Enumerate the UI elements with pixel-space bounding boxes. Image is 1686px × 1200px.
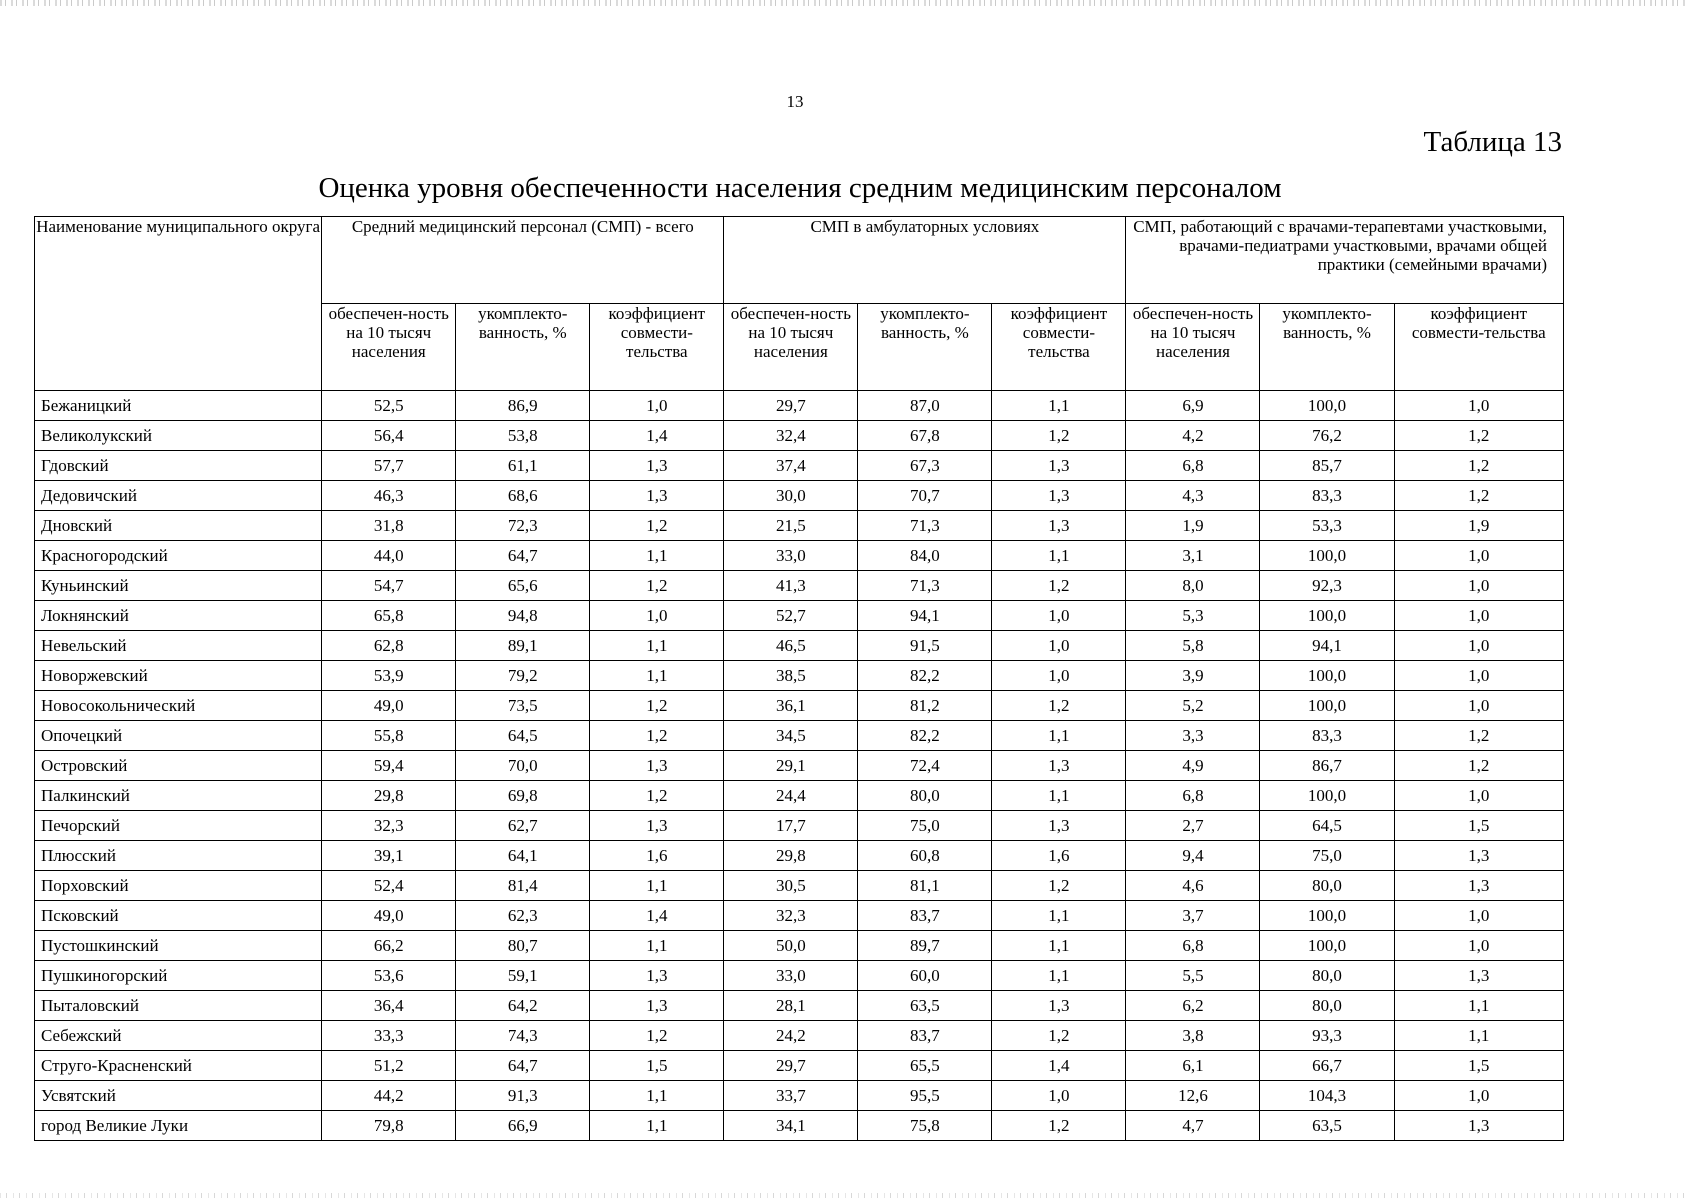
district-name-cell: Дновский — [35, 511, 322, 541]
value-cell: 52,7 — [724, 601, 858, 631]
value-cell: 82,2 — [858, 661, 992, 691]
table-row — [35, 871, 1564, 901]
value-cell: 82,2 — [858, 721, 992, 751]
column-header-sub: укомплекто-ванность, % — [1260, 304, 1394, 391]
value-cell: 92,3 — [1260, 571, 1394, 601]
value-cell: 6,8 — [1126, 931, 1260, 961]
table-row — [35, 811, 1564, 841]
value-cell: 104,3 — [1260, 1081, 1394, 1111]
value-cell: 1,4 — [590, 901, 724, 931]
value-cell: 66,2 — [322, 931, 456, 961]
value-cell: 53,6 — [322, 961, 456, 991]
value-cell: 9,4 — [1126, 841, 1260, 871]
value-cell: 54,7 — [322, 571, 456, 601]
value-cell: 1,1 — [992, 961, 1126, 991]
value-cell: 3,9 — [1126, 661, 1260, 691]
value-cell: 66,9 — [456, 1111, 590, 1141]
table-row — [35, 751, 1564, 781]
value-cell: 1,2 — [590, 691, 724, 721]
value-cell: 80,0 — [858, 781, 992, 811]
value-cell: 81,4 — [456, 871, 590, 901]
column-header-sub: коэффициент совмести-тельства — [590, 304, 724, 391]
table-row — [35, 931, 1564, 961]
value-cell: 53,8 — [456, 421, 590, 451]
value-cell: 46,3 — [322, 481, 456, 511]
value-cell: 64,5 — [1260, 811, 1394, 841]
value-cell: 32,4 — [724, 421, 858, 451]
value-cell: 24,4 — [724, 781, 858, 811]
value-cell: 75,0 — [1260, 841, 1394, 871]
value-cell: 1,3 — [1394, 841, 1563, 871]
value-cell: 1,1 — [992, 901, 1126, 931]
table-row — [35, 1051, 1564, 1081]
district-name-cell: Красногородский — [35, 541, 322, 571]
value-cell: 1,9 — [1126, 511, 1260, 541]
value-cell: 1,1 — [590, 631, 724, 661]
value-cell: 1,0 — [1394, 691, 1563, 721]
table-row — [35, 391, 1564, 421]
column-group-header: СМП, работающий с врачами-терапевтами участковыми, врачами-педиатрами участковыми, врачами общей практики (семейными врачами) — [1126, 217, 1564, 304]
value-cell: 56,4 — [322, 421, 456, 451]
value-cell: 1,0 — [1394, 661, 1563, 691]
value-cell: 68,6 — [456, 481, 590, 511]
value-cell: 76,2 — [1260, 421, 1394, 451]
value-cell: 4,9 — [1126, 751, 1260, 781]
value-cell: 1,0 — [992, 601, 1126, 631]
value-cell: 63,5 — [1260, 1111, 1394, 1141]
value-cell: 1,6 — [992, 841, 1126, 871]
value-cell: 32,3 — [724, 901, 858, 931]
value-cell: 1,2 — [1394, 751, 1563, 781]
value-cell: 1,1 — [590, 1081, 724, 1111]
district-name-cell: Пустошкинский — [35, 931, 322, 961]
table-row — [35, 571, 1564, 601]
table-row — [35, 541, 1564, 571]
value-cell: 36,4 — [322, 991, 456, 1021]
value-cell: 89,1 — [456, 631, 590, 661]
value-cell: 1,2 — [590, 781, 724, 811]
value-cell: 100,0 — [1260, 601, 1394, 631]
value-cell: 75,0 — [858, 811, 992, 841]
value-cell: 36,1 — [724, 691, 858, 721]
value-cell: 64,5 — [456, 721, 590, 751]
table-row — [35, 601, 1564, 631]
value-cell: 62,3 — [456, 901, 590, 931]
column-header-sub: укомплекто-ванность, % — [456, 304, 590, 391]
value-cell: 86,9 — [456, 391, 590, 421]
value-cell: 1,5 — [1394, 811, 1563, 841]
value-cell: 1,1 — [992, 391, 1126, 421]
value-cell: 70,7 — [858, 481, 992, 511]
value-cell: 64,1 — [456, 841, 590, 871]
value-cell: 80,0 — [1260, 991, 1394, 1021]
header-row-groups — [35, 217, 1564, 304]
value-cell: 61,1 — [456, 451, 590, 481]
value-cell: 1,1 — [992, 721, 1126, 751]
value-cell: 1,2 — [992, 421, 1126, 451]
value-cell: 29,7 — [724, 1051, 858, 1081]
column-group-header: СМП в амбулаторных условиях — [724, 217, 1126, 304]
district-name-cell: Псковский — [35, 901, 322, 931]
district-name-cell: Куньинский — [35, 571, 322, 601]
value-cell: 64,2 — [456, 991, 590, 1021]
value-cell: 1,1 — [1394, 991, 1563, 1021]
value-cell: 1,1 — [992, 541, 1126, 571]
value-cell: 1,3 — [590, 961, 724, 991]
value-cell: 60,0 — [858, 961, 992, 991]
value-cell: 83,7 — [858, 901, 992, 931]
district-name-cell: Себежский — [35, 1021, 322, 1051]
value-cell: 29,8 — [724, 841, 858, 871]
value-cell: 94,8 — [456, 601, 590, 631]
value-cell: 1,1 — [1394, 1021, 1563, 1051]
value-cell: 21,5 — [724, 511, 858, 541]
page-number: 13 — [786, 92, 804, 111]
column-header-sub: обеспечен-ность на 10 тысяч населения — [1126, 304, 1260, 391]
value-cell: 1,3 — [590, 451, 724, 481]
value-cell: 1,1 — [590, 541, 724, 571]
value-cell: 44,2 — [322, 1081, 456, 1111]
table-row — [35, 1081, 1564, 1111]
district-name-cell: Печорский — [35, 811, 322, 841]
column-group-header: Средний медицинский персонал (СМП) - всего — [322, 217, 724, 304]
district-name-cell: Бежаницкий — [35, 391, 322, 421]
value-cell: 39,1 — [322, 841, 456, 871]
value-cell: 94,1 — [1260, 631, 1394, 661]
value-cell: 71,3 — [858, 511, 992, 541]
value-cell: 1,2 — [590, 571, 724, 601]
value-cell: 67,8 — [858, 421, 992, 451]
value-cell: 55,8 — [322, 721, 456, 751]
value-cell: 86,7 — [1260, 751, 1394, 781]
value-cell: 67,3 — [858, 451, 992, 481]
value-cell: 5,5 — [1126, 961, 1260, 991]
value-cell: 3,1 — [1126, 541, 1260, 571]
value-cell: 80,7 — [456, 931, 590, 961]
value-cell: 1,0 — [992, 661, 1126, 691]
value-cell: 1,3 — [992, 481, 1126, 511]
value-cell: 17,7 — [724, 811, 858, 841]
value-cell: 33,7 — [724, 1081, 858, 1111]
value-cell: 46,5 — [724, 631, 858, 661]
value-cell: 30,5 — [724, 871, 858, 901]
value-cell: 37,4 — [724, 451, 858, 481]
value-cell: 70,0 — [456, 751, 590, 781]
value-cell: 79,8 — [322, 1111, 456, 1141]
district-name-cell: Гдовский — [35, 451, 322, 481]
value-cell: 65,8 — [322, 601, 456, 631]
value-cell: 100,0 — [1260, 781, 1394, 811]
value-cell: 62,7 — [456, 811, 590, 841]
value-cell: 93,3 — [1260, 1021, 1394, 1051]
value-cell: 51,2 — [322, 1051, 456, 1081]
value-cell: 79,2 — [456, 661, 590, 691]
value-cell: 1,6 — [590, 841, 724, 871]
scan-noise-bottom — [0, 1193, 1686, 1198]
value-cell: 1,2 — [992, 871, 1126, 901]
value-cell: 81,1 — [858, 871, 992, 901]
value-cell: 80,0 — [1260, 961, 1394, 991]
value-cell: 84,0 — [858, 541, 992, 571]
value-cell: 1,4 — [590, 421, 724, 451]
value-cell: 1,0 — [1394, 391, 1563, 421]
value-cell: 100,0 — [1260, 391, 1394, 421]
value-cell: 1,3 — [590, 751, 724, 781]
table-body — [35, 391, 1564, 1141]
value-cell: 1,1 — [590, 931, 724, 961]
value-cell: 6,1 — [1126, 1051, 1260, 1081]
table-row — [35, 1111, 1564, 1141]
table-row — [35, 841, 1564, 871]
table-row — [35, 421, 1564, 451]
value-cell: 87,0 — [858, 391, 992, 421]
table-row — [35, 991, 1564, 1021]
table-row — [35, 721, 1564, 751]
value-cell: 100,0 — [1260, 661, 1394, 691]
table-row — [35, 901, 1564, 931]
value-cell: 50,0 — [724, 931, 858, 961]
value-cell: 64,7 — [456, 1051, 590, 1081]
value-cell: 1,0 — [1394, 601, 1563, 631]
value-cell: 94,1 — [858, 601, 992, 631]
table-row — [35, 631, 1564, 661]
value-cell: 75,8 — [858, 1111, 992, 1141]
value-cell: 66,7 — [1260, 1051, 1394, 1081]
value-cell: 5,8 — [1126, 631, 1260, 661]
column-header-sub: обеспечен-ность на 10 тысяч населения — [322, 304, 456, 391]
district-name-cell: Струго-Красненский — [35, 1051, 322, 1081]
table-row — [35, 511, 1564, 541]
value-cell: 1,3 — [1394, 961, 1563, 991]
value-cell: 81,2 — [858, 691, 992, 721]
district-name-cell: Палкинский — [35, 781, 322, 811]
value-cell: 85,7 — [1260, 451, 1394, 481]
value-cell: 83,3 — [1260, 721, 1394, 751]
value-cell: 1,1 — [590, 661, 724, 691]
value-cell: 52,5 — [322, 391, 456, 421]
value-cell: 1,3 — [992, 511, 1126, 541]
value-cell: 4,3 — [1126, 481, 1260, 511]
value-cell: 4,2 — [1126, 421, 1260, 451]
table-row — [35, 691, 1564, 721]
value-cell: 1,1 — [590, 871, 724, 901]
value-cell: 1,0 — [1394, 631, 1563, 661]
value-cell: 24,2 — [724, 1021, 858, 1051]
value-cell: 49,0 — [322, 901, 456, 931]
value-cell: 1,1 — [992, 931, 1126, 961]
column-header-sub: коэффициент совмести-тельства — [1394, 304, 1563, 391]
value-cell: 34,1 — [724, 1111, 858, 1141]
value-cell: 38,5 — [724, 661, 858, 691]
value-cell: 6,9 — [1126, 391, 1260, 421]
value-cell: 1,0 — [1394, 541, 1563, 571]
value-cell: 33,3 — [322, 1021, 456, 1051]
value-cell: 4,6 — [1126, 871, 1260, 901]
table-row — [35, 1021, 1564, 1051]
value-cell: 59,1 — [456, 961, 590, 991]
value-cell: 100,0 — [1260, 931, 1394, 961]
value-cell: 100,0 — [1260, 691, 1394, 721]
value-cell: 1,2 — [590, 511, 724, 541]
value-cell: 95,5 — [858, 1081, 992, 1111]
table-row — [35, 661, 1564, 691]
scan-noise-top — [0, 0, 1686, 6]
value-cell: 1,2 — [1394, 721, 1563, 751]
table-label: Таблица 13 — [1423, 126, 1562, 158]
value-cell: 1,0 — [1394, 571, 1563, 601]
value-cell: 3,7 — [1126, 901, 1260, 931]
value-cell: 1,9 — [1394, 511, 1563, 541]
value-cell: 1,3 — [992, 451, 1126, 481]
value-cell: 1,0 — [992, 1081, 1126, 1111]
value-cell: 1,2 — [1394, 421, 1563, 451]
value-cell: 4,7 — [1126, 1111, 1260, 1141]
value-cell: 83,3 — [1260, 481, 1394, 511]
value-cell: 6,8 — [1126, 451, 1260, 481]
value-cell: 83,7 — [858, 1021, 992, 1051]
column-header-sub: укомплекто-ванность, % — [858, 304, 992, 391]
value-cell: 1,3 — [992, 751, 1126, 781]
district-name-cell: Опочецкий — [35, 721, 322, 751]
value-cell: 71,3 — [858, 571, 992, 601]
value-cell: 5,2 — [1126, 691, 1260, 721]
value-cell: 30,0 — [724, 481, 858, 511]
value-cell: 6,2 — [1126, 991, 1260, 1021]
district-name-cell: Великолукский — [35, 421, 322, 451]
staffing-table — [34, 216, 1564, 1141]
value-cell: 1,3 — [590, 811, 724, 841]
value-cell: 34,5 — [724, 721, 858, 751]
value-cell: 1,3 — [1394, 1111, 1563, 1141]
value-cell: 49,0 — [322, 691, 456, 721]
district-name-cell: Островский — [35, 751, 322, 781]
district-name-cell: Плюсский — [35, 841, 322, 871]
column-header-sub: коэффициент совмести-тельства — [992, 304, 1126, 391]
value-cell: 1,0 — [1394, 901, 1563, 931]
value-cell: 72,4 — [858, 751, 992, 781]
value-cell: 1,0 — [590, 601, 724, 631]
value-cell: 32,3 — [322, 811, 456, 841]
value-cell: 1,1 — [590, 1111, 724, 1141]
value-cell: 33,0 — [724, 961, 858, 991]
table-row — [35, 961, 1564, 991]
value-cell: 1,3 — [590, 481, 724, 511]
value-cell: 31,8 — [322, 511, 456, 541]
value-cell: 44,0 — [322, 541, 456, 571]
value-cell: 65,6 — [456, 571, 590, 601]
table-row — [35, 781, 1564, 811]
value-cell: 1,0 — [1394, 781, 1563, 811]
value-cell: 80,0 — [1260, 871, 1394, 901]
district-name-cell: Усвятский — [35, 1081, 322, 1111]
value-cell: 1,4 — [992, 1051, 1126, 1081]
column-header-name: Наименование муниципального округа — [35, 217, 322, 391]
value-cell: 3,3 — [1126, 721, 1260, 751]
value-cell: 1,2 — [992, 1021, 1126, 1051]
value-cell: 100,0 — [1260, 541, 1394, 571]
value-cell: 1,3 — [992, 811, 1126, 841]
value-cell: 73,5 — [456, 691, 590, 721]
value-cell: 69,8 — [456, 781, 590, 811]
value-cell: 57,7 — [322, 451, 456, 481]
value-cell: 1,2 — [1394, 451, 1563, 481]
value-cell: 28,1 — [724, 991, 858, 1021]
value-cell: 1,2 — [992, 571, 1126, 601]
value-cell: 64,7 — [456, 541, 590, 571]
value-cell: 41,3 — [724, 571, 858, 601]
value-cell: 29,7 — [724, 391, 858, 421]
value-cell: 74,3 — [456, 1021, 590, 1051]
value-cell: 8,0 — [1126, 571, 1260, 601]
value-cell: 1,0 — [1394, 1081, 1563, 1111]
value-cell: 72,3 — [456, 511, 590, 541]
value-cell: 29,8 — [322, 781, 456, 811]
value-cell: 91,5 — [858, 631, 992, 661]
value-cell: 91,3 — [456, 1081, 590, 1111]
district-name-cell: Пушкиногорский — [35, 961, 322, 991]
value-cell: 33,0 — [724, 541, 858, 571]
value-cell: 1,3 — [992, 991, 1126, 1021]
district-name-cell: Порховский — [35, 871, 322, 901]
value-cell: 1,2 — [590, 1021, 724, 1051]
value-cell: 62,8 — [322, 631, 456, 661]
value-cell: 1,2 — [590, 721, 724, 751]
value-cell: 2,7 — [1126, 811, 1260, 841]
value-cell: 1,3 — [1394, 871, 1563, 901]
value-cell: 1,0 — [992, 631, 1126, 661]
value-cell: 1,0 — [1394, 931, 1563, 961]
district-name-cell: Новосокольнический — [35, 691, 322, 721]
value-cell: 53,9 — [322, 661, 456, 691]
value-cell: 60,8 — [858, 841, 992, 871]
district-name-cell: Невельский — [35, 631, 322, 661]
value-cell: 63,5 — [858, 991, 992, 1021]
value-cell: 1,2 — [992, 1111, 1126, 1141]
value-cell: 59,4 — [322, 751, 456, 781]
district-name-cell: город Великие Луки — [35, 1111, 322, 1141]
value-cell: 6,8 — [1126, 781, 1260, 811]
district-name-cell: Локнянский — [35, 601, 322, 631]
value-cell: 5,3 — [1126, 601, 1260, 631]
column-header-sub: обеспечен-ность на 10 тысяч населения — [724, 304, 858, 391]
district-name-cell: Новоржевский — [35, 661, 322, 691]
value-cell: 3,8 — [1126, 1021, 1260, 1051]
value-cell: 29,1 — [724, 751, 858, 781]
value-cell: 1,1 — [992, 781, 1126, 811]
value-cell: 1,2 — [1394, 481, 1563, 511]
table-head — [35, 217, 1564, 391]
value-cell: 12,6 — [1126, 1081, 1260, 1111]
district-name-cell: Дедовичский — [35, 481, 322, 511]
value-cell: 65,5 — [858, 1051, 992, 1081]
value-cell: 1,5 — [1394, 1051, 1563, 1081]
table-row — [35, 481, 1564, 511]
value-cell: 100,0 — [1260, 901, 1394, 931]
value-cell: 52,4 — [322, 871, 456, 901]
district-name-cell: Пыталовский — [35, 991, 322, 1021]
value-cell: 1,0 — [590, 391, 724, 421]
table-row — [35, 451, 1564, 481]
value-cell: 89,7 — [858, 931, 992, 961]
value-cell: 1,2 — [992, 691, 1126, 721]
value-cell: 1,5 — [590, 1051, 724, 1081]
value-cell: 53,3 — [1260, 511, 1394, 541]
document-title: Оценка уровня обеспеченности населения средним медицинским персоналом — [318, 172, 1282, 204]
value-cell: 1,3 — [590, 991, 724, 1021]
